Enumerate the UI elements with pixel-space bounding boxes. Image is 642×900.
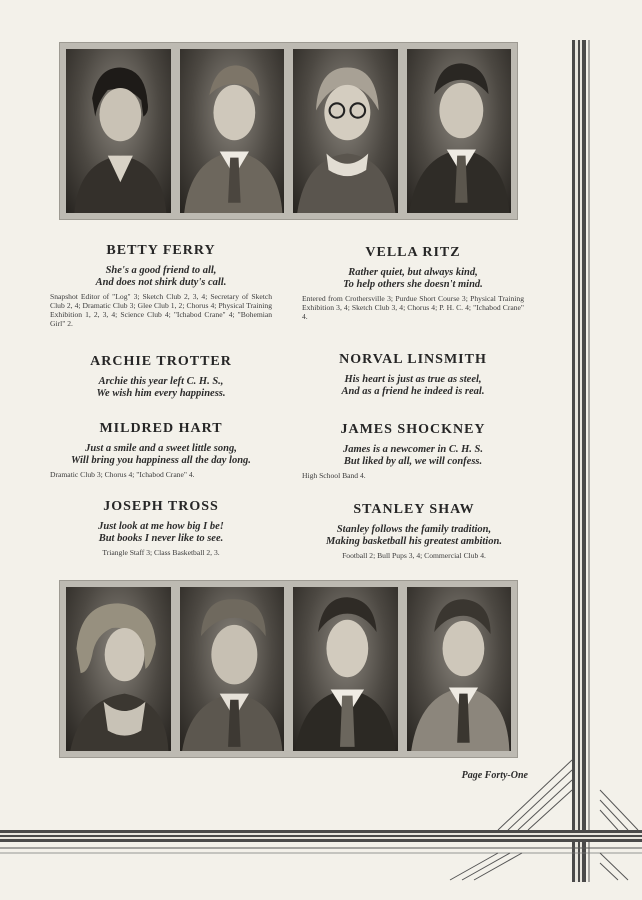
senior-activities: High School Band 4. xyxy=(302,471,366,480)
portrait-photo-man xyxy=(293,587,398,751)
senior-entry-norval-linsmith xyxy=(302,352,524,398)
verse-line: And does not shirk duty's call. xyxy=(95,277,227,288)
senior-activities: Dramatic Club 3; Chorus 4; "Ichabod Crane" 4. xyxy=(50,470,195,479)
verse-line: Will bring you happiness all the day long. xyxy=(71,455,251,466)
portrait-photo-man xyxy=(407,49,512,213)
senior-verse xyxy=(302,267,524,291)
portrait-photo-man xyxy=(180,49,285,213)
verse-line: Just a smile and a sweet little song, xyxy=(85,443,237,454)
senior-verse xyxy=(302,444,524,468)
senior-activities: Triangle Staff 3; Class Basketball 2, 3. xyxy=(102,548,220,557)
verse-line: James is a newcomer in C. H. S. xyxy=(342,444,483,455)
verse-line: Rather quiet, but always kind, xyxy=(348,267,478,278)
senior-verse xyxy=(300,524,528,548)
senior-verse xyxy=(50,265,272,289)
senior-name: VELLA RITZ xyxy=(365,245,461,260)
senior-verse xyxy=(302,374,524,398)
portrait-photo-man xyxy=(407,587,512,751)
senior-entry-stanley-shaw xyxy=(300,502,528,560)
verse-line: To help others she doesn't mind. xyxy=(343,279,483,290)
senior-name: BETTY FERRY xyxy=(106,243,216,258)
senior-name: MILDRED HART xyxy=(99,421,223,436)
portrait-photo-woman-glasses xyxy=(293,49,398,213)
verse-line: She's a good friend to all, xyxy=(105,265,217,276)
senior-activities: Snapshot Editor of "Log" 3; Sketch Club 2, 3, 4; Secretary of Sketch Club 2, 4; Dramatic Club 3; Glee Club 1, 2; Chorus 4; Physical Training Exhibition 1, 2, 3, 4; Science Club 4; "Ichabod Crane" 4; "Bohemian Girl" 2. xyxy=(50,292,272,328)
senior-activities: Entered from Crothersville 3; Purdue Short Course 3; Physical Training Exhibition 3, 4; Sketch Club 3, 4; Chorus 4; P. H. C. 4; "Ichabod Crane" 4. xyxy=(302,294,524,321)
verse-line: We wish him every happiness. xyxy=(96,388,226,399)
portrait-photo-man xyxy=(180,587,285,751)
verse-line: Archie this year left C. H. S., xyxy=(98,376,224,387)
senior-name: NORVAL LINSMITH xyxy=(339,352,487,367)
verse-line: Just look at me how big I be! xyxy=(98,521,224,532)
senior-verse xyxy=(50,376,272,400)
senior-name: ARCHIE TROTTER xyxy=(90,354,232,369)
verse-line: His heart is just as true as steel, xyxy=(344,374,482,385)
portrait-photo-woman xyxy=(66,49,171,213)
verse-line: But liked by all, we will confess. xyxy=(343,456,483,467)
verse-line: But books I never like to see. xyxy=(98,533,224,544)
portrait-photo-woman xyxy=(66,587,171,751)
page-number: Page Forty-One xyxy=(461,770,528,781)
senior-name: JOSEPH TROSS xyxy=(103,499,219,514)
top-photo-strip xyxy=(59,42,518,220)
verse-line: Stanley follows the family tradition, xyxy=(336,524,492,535)
senior-entry-archie-trotter xyxy=(50,354,272,400)
senior-name: STANLEY SHAW xyxy=(353,502,475,517)
verse-line: Making basketball his greatest ambition. xyxy=(326,536,502,547)
senior-verse xyxy=(50,521,272,545)
senior-entry-joseph-tross xyxy=(50,499,272,557)
senior-entry-mildred-hart xyxy=(50,421,272,479)
senior-name: JAMES SHOCKNEY xyxy=(340,422,486,437)
senior-entry-vella-ritz xyxy=(302,245,524,321)
bottom-photo-strip xyxy=(59,580,518,758)
senior-entry-betty-ferry xyxy=(50,243,272,328)
senior-verse xyxy=(50,443,272,467)
senior-entry-james-shockney xyxy=(302,422,524,480)
verse-line: And as a friend he indeed is real. xyxy=(341,386,485,397)
senior-activities: Football 2; Bull Pups 3, 4; Commercial Club 4. xyxy=(342,551,486,560)
